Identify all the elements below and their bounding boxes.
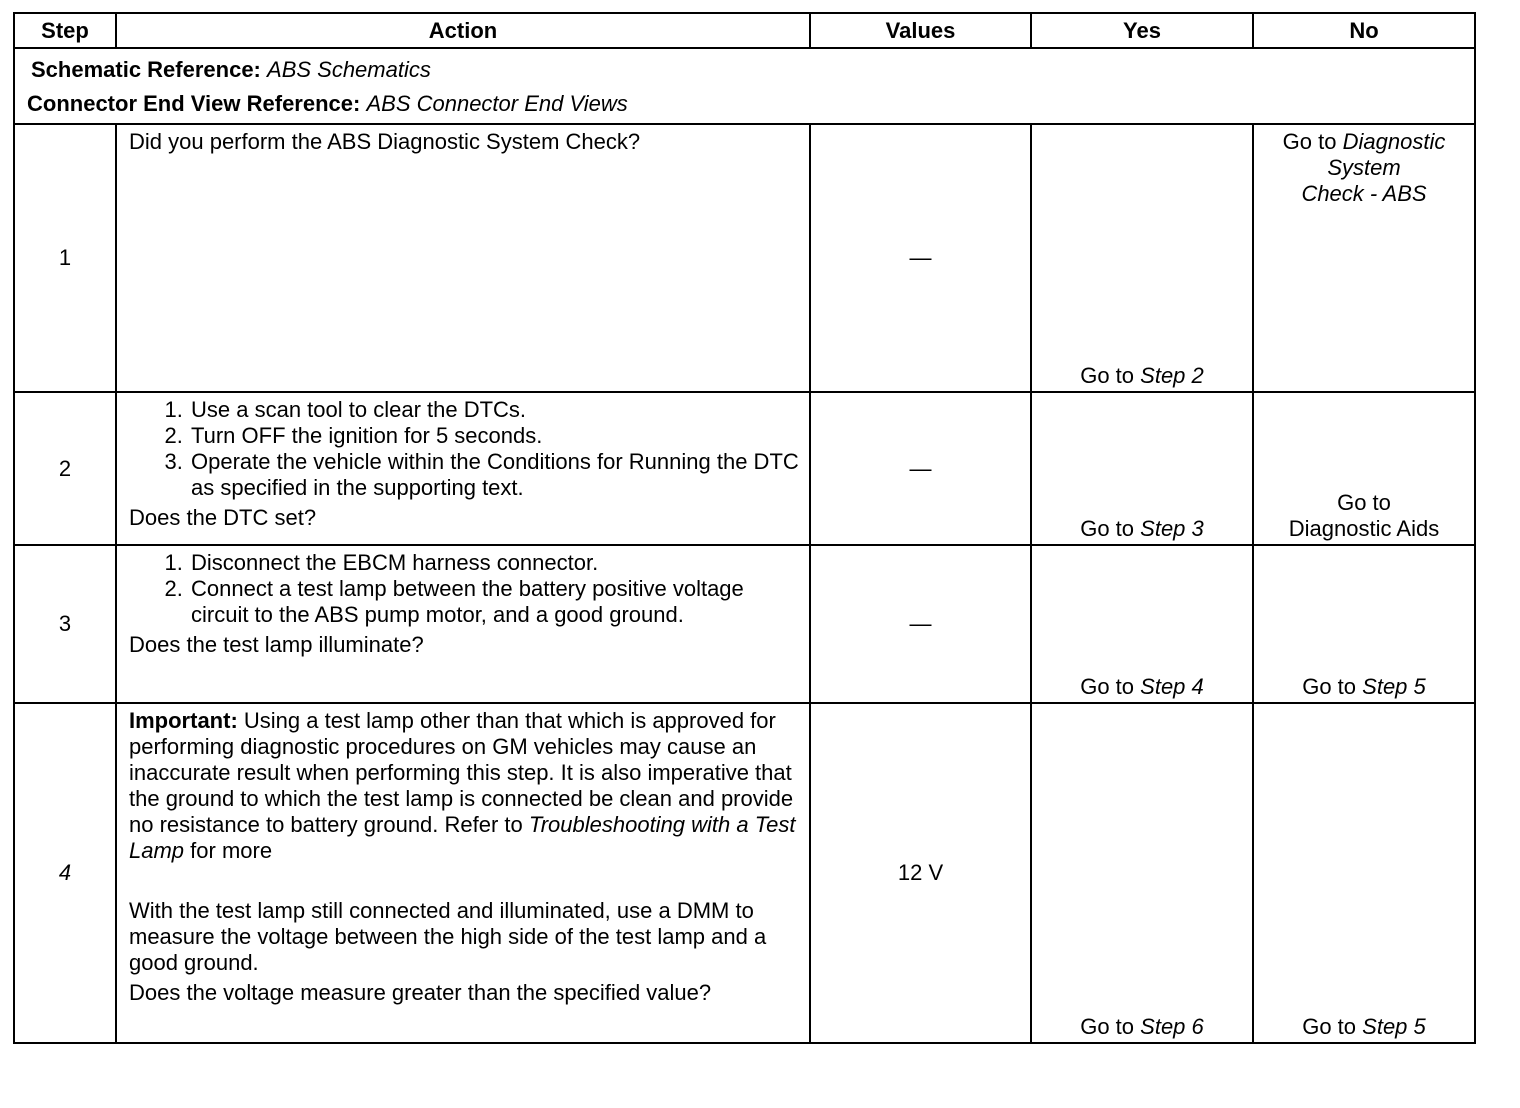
action-list (129, 397, 801, 501)
no-link[interactable]: Check - ABS (1301, 181, 1427, 206)
yes-prefix: Go to (1080, 516, 1135, 541)
header-values: Values (810, 13, 1031, 48)
no-cell (1253, 392, 1475, 545)
step-number: 4 (14, 703, 116, 1043)
action-question: Does the DTC set? (129, 505, 317, 530)
yes-cell (1031, 703, 1253, 1043)
no-prefix: Go to (1302, 674, 1357, 699)
table-row (14, 545, 1475, 703)
schematic-reference-label: Schematic Reference: (31, 57, 261, 82)
value-cell: — (810, 124, 1031, 392)
yes-link[interactable]: Step 3 (1140, 516, 1204, 541)
important-tail: for more (190, 838, 273, 863)
header-row (14, 13, 1475, 48)
important-note (129, 708, 801, 864)
action-cell (116, 545, 810, 703)
value-cell: — (810, 545, 1031, 703)
action-item: 1. Use a scan tool to clear the DTCs. (189, 397, 801, 423)
no-link[interactable]: Step 5 (1362, 1014, 1426, 1039)
no-cell (1253, 703, 1475, 1043)
action-item: 1. Disconnect the EBCM harness connector. (189, 550, 801, 576)
yes-link[interactable]: Step 4 (1140, 674, 1204, 699)
step-number: 2 (14, 392, 116, 545)
no-link[interactable]: Diagnostic Aids (1288, 516, 1440, 541)
no-link[interactable]: Step 5 (1362, 674, 1426, 699)
table-row (14, 392, 1475, 545)
no-link[interactable]: System (1327, 155, 1401, 180)
connector-reference-link[interactable]: ABS Connector End Views (366, 91, 628, 116)
action-question: Did you perform the ABS Diagnostic System Check? (129, 129, 641, 154)
yes-prefix: Go to (1080, 1014, 1135, 1039)
no-prefix: Go to (1282, 129, 1337, 154)
connector-reference (27, 87, 1458, 121)
yes-link[interactable]: Step 6 (1140, 1014, 1204, 1039)
header-no: No (1253, 13, 1475, 48)
no-link[interactable]: Diagnostic (1342, 129, 1446, 154)
table-row (14, 124, 1475, 392)
troubleshooting-link[interactable]: Troubleshooting with a Test Lamp (129, 812, 796, 863)
yes-cell (1031, 124, 1253, 392)
table-row (14, 703, 1475, 1043)
step-number: 3 (14, 545, 116, 703)
reference-row (14, 48, 1475, 124)
header-action: Action (116, 13, 810, 48)
schematic-reference-link[interactable]: ABS Schematics (267, 57, 431, 82)
yes-cell (1031, 392, 1253, 545)
yes-link[interactable]: Step 2 (1140, 363, 1204, 388)
no-cell (1253, 545, 1475, 703)
action-instruction: With the test lamp still connected and illuminated, use a DMM to measure the voltage between the high side of the test lamp and a good ground. (129, 898, 767, 975)
action-list (129, 550, 801, 628)
schematic-reference (31, 53, 1458, 87)
action-cell (116, 392, 810, 545)
value-cell: 12 V (810, 703, 1031, 1043)
important-label: Important: (129, 708, 238, 733)
value-cell: — (810, 392, 1031, 545)
action-question: Does the test lamp illuminate? (129, 632, 424, 657)
important-text: Using a test lamp other than that which is approved for performing diagnostic procedures on GM vehicles may cause an inaccurate result when performing this step. It is also imperative that the ground to which the test lamp is connected be clean and provide no resistance to battery ground. Refer to (129, 708, 794, 837)
action-item: 3. Operate the vehicle within the Conditions for Running the DTC as specified in the supporting text. (189, 449, 801, 501)
action-item: 2. Turn OFF the ignition for 5 seconds. (189, 423, 801, 449)
connector-reference-label: Connector End View Reference: (27, 91, 361, 116)
no-prefix: Go to (1337, 490, 1391, 515)
header-step: Step (14, 13, 116, 48)
step-number: 1 (14, 124, 116, 392)
yes-cell (1031, 545, 1253, 703)
action-item: 2. Connect a test lamp between the battery positive voltage circuit to the ABS pump motor, and a good ground. (189, 576, 801, 628)
action-cell (116, 703, 810, 1043)
header-yes: Yes (1031, 13, 1253, 48)
reference-cell (14, 48, 1475, 124)
action-question: Does the voltage measure greater than the specified value? (129, 980, 712, 1005)
yes-prefix: Go to (1080, 674, 1135, 699)
no-prefix: Go to (1302, 1014, 1357, 1039)
diagnostic-table (13, 12, 1476, 1044)
no-cell (1253, 124, 1475, 392)
yes-prefix: Go to (1080, 363, 1135, 388)
action-cell (116, 124, 810, 392)
